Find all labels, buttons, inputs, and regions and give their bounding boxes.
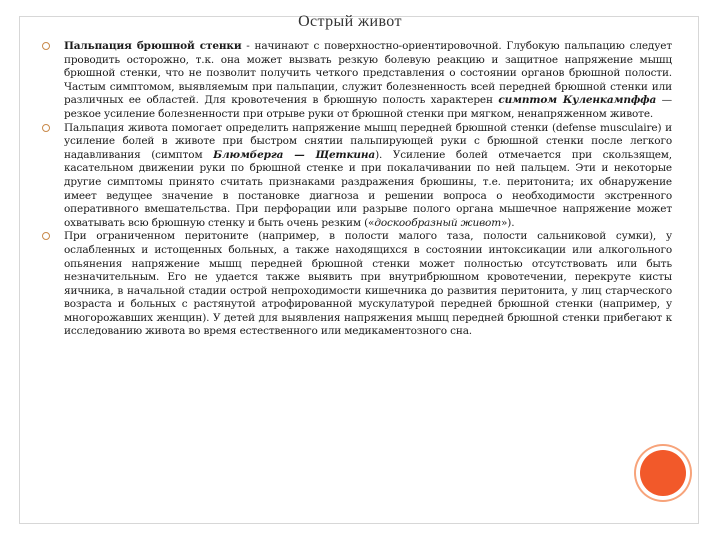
page-title: Острый живот	[298, 13, 402, 30]
text-segment: Пальпация живота помогает определить напряжение мышц передней брюшной стенки (defense musculaire) и усиление болей в животе при быстром снятии пальпирующей руки с брюшной стенки после легкого надавливания (симптом	[64, 121, 672, 161]
text-segment: »).	[501, 216, 515, 229]
text-segment: Пальпация брюшной стенки	[64, 40, 242, 52]
bullet-item	[42, 40, 672, 122]
bullet-circle-icon	[42, 232, 50, 240]
bullet-item	[42, 230, 672, 339]
text-segment: При ограниченном перитоните (например, в полости малого таза, полости сальниковой сумки), у ослабленных и истощенных больных, а также находящихся в состоянии интоксикации или алкогольного опьянения напряжение мышц передней брюшной стенки может полностью отсутствовать или быть незначительным. Его не удается также выявить при внутрибрюшном кровотечении, перекруте кисты яичника, в начальной стадии острой непроходимости кишечника до развития перитонита, у лиц старческого возраста и больных с растянутой атрофированной мускулатурой передней брюшной стенки (например, у многорожавших женщин). У детей для выявления напряжения мышц передней брюшной стенки прибегают к исследованию живота во время естественного или медикаментозного сна.	[64, 230, 672, 338]
text-segment: ). Усиление болей отмечается при скользящем, касательном движении руки по брюшной стенке и при покалачивании по ней пальцем. Эти и некоторые другие симптомы принято считать признаками раздражения брюшины, т.е. перитонита; их обнаружение имеет ведущее значение в постановке диагноза и решении вопроса о необходимости экстренного оперативного вмешательства. При перфорации или разрыве полого органа мышечное напряжение может охватывать всю брюшную стенку и быть очень резким («	[64, 148, 672, 229]
text-segment: доскообразный живот	[374, 216, 502, 229]
bullet-circle-icon	[42, 42, 50, 50]
text-segment: Блюмберга — Щеткина	[213, 148, 376, 161]
text-segment: - начинают с поверхностно-ориентировочной. Глубокую пальпацию следует проводить осторожно, т.к. она может вызвать резкую болевую реакцию и защитное напряжение мышц брюшной стенки, что не позволит получить четкого представления о состоянии органов брюшной полости. Частым симптомом, выявляемым при пальпации, служит болезненность всей передней брюшной стенки или различных ее областей. Для кровотечения в брюшную полость характерен	[64, 40, 672, 107]
text-segment: — резкое усиление болезненности при отрыве руки от брюшной стенки при мягком, ненапряженном животе.	[64, 94, 672, 120]
text-segment: симптом Куленкампффа	[498, 94, 657, 107]
bullet-item	[42, 122, 672, 231]
bullet-circle-icon	[42, 124, 50, 132]
bullet-list	[42, 40, 672, 339]
decorative-orange-circle	[640, 450, 686, 496]
